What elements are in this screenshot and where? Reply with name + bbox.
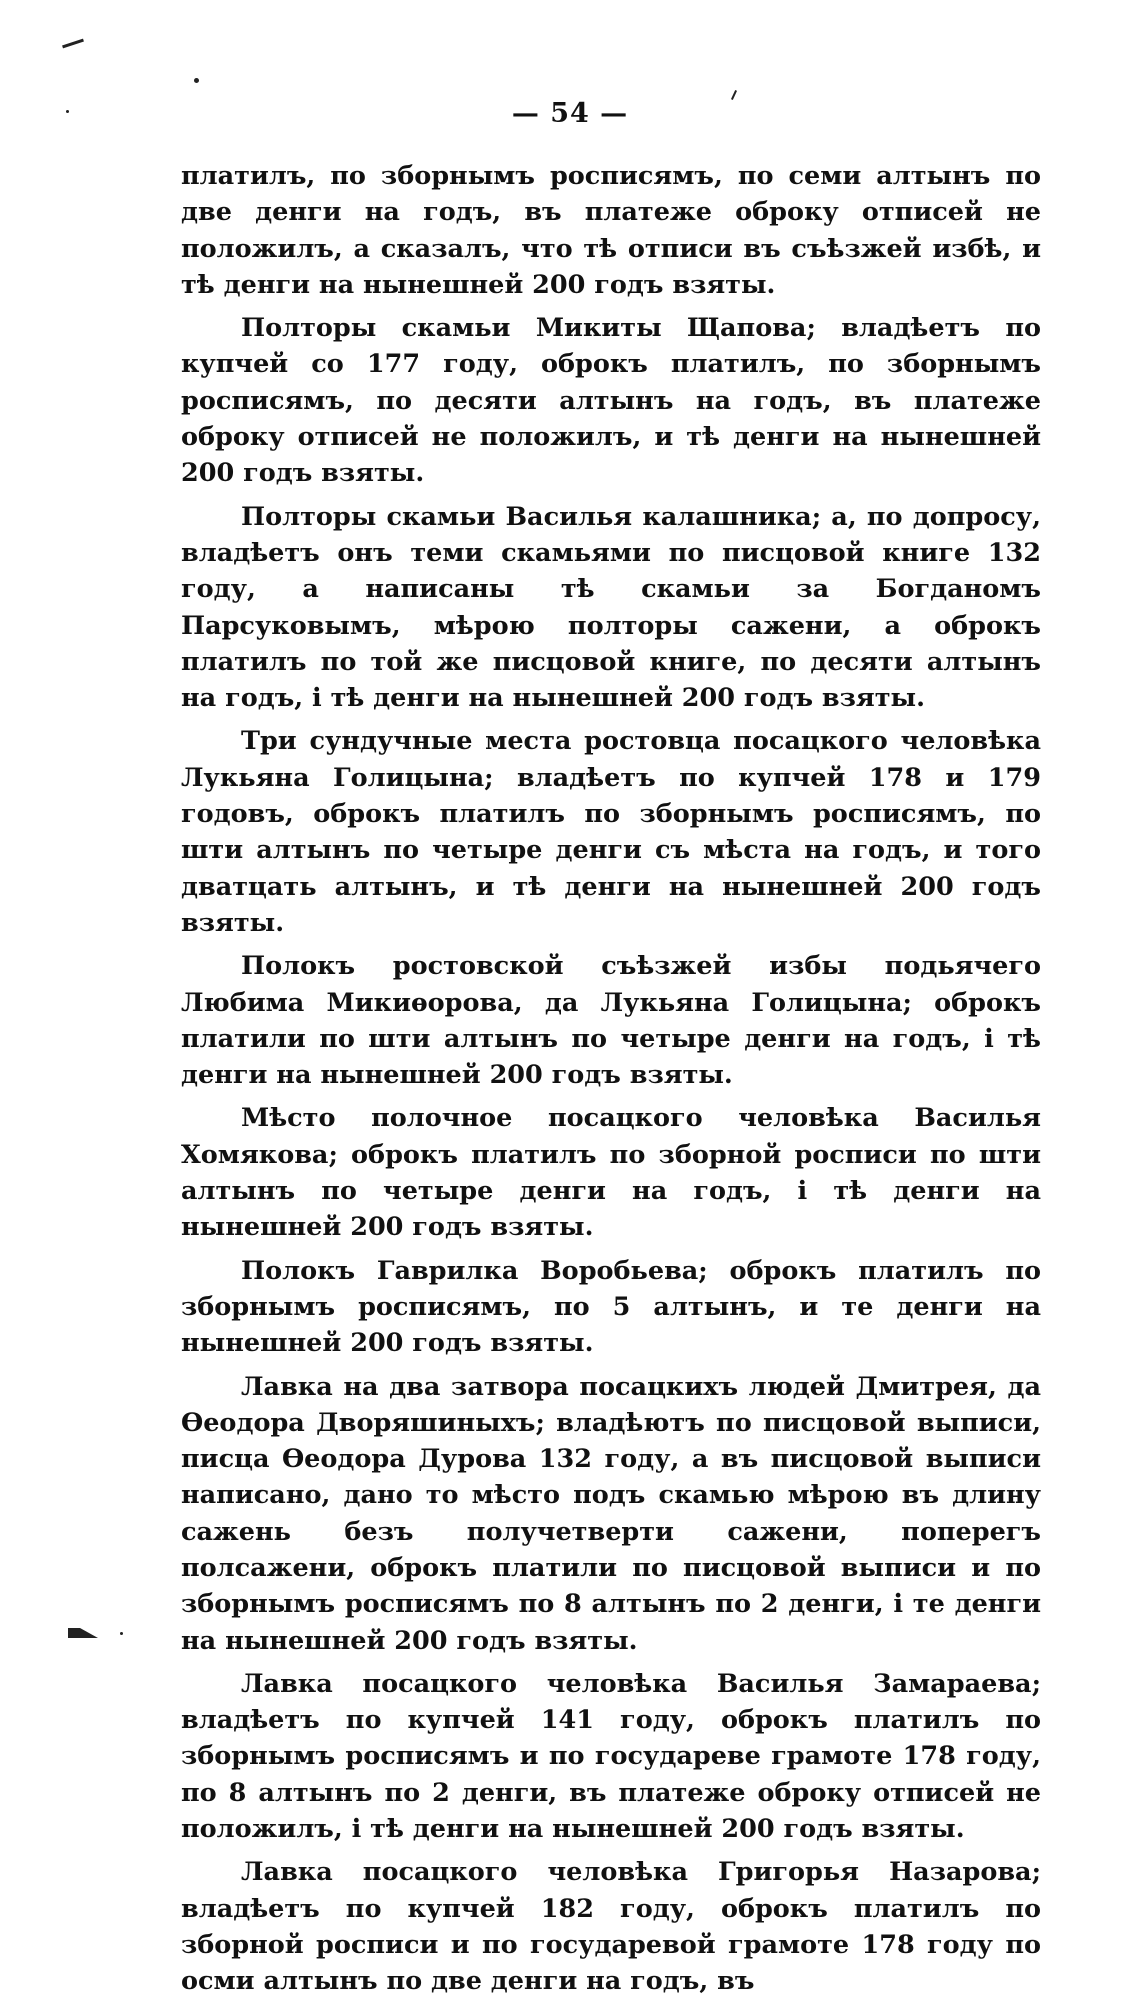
paragraph: Полокъ Гаврилка Воробьева; оброкъ платилъ по зборнымъ росписямъ, по 5 алтынъ, и те денги на нынешней 200 годъ взяты. xyxy=(181,1255,1041,1359)
ink-speck xyxy=(194,78,199,83)
paragraph: Лавка посацкого человѣка Григорья Назарова; владѣетъ по купчей 182 году, оброкъ платилъ по зборной росписи и по государевой грамоте 178 году по осми алтынъ по две денги на годъ, въ xyxy=(181,1857,1041,1997)
page-number: — 54 — xyxy=(511,98,629,129)
ink-speck xyxy=(62,39,84,49)
paragraph: платилъ, по зборнымъ росписямъ, по семи алтынъ по две денги на годъ, въ платеже оброку отписей не положилъ, а сказалъ, что тѣ отписи въ съѣзжей избѣ, и тѣ денги на нынешней 200 годъ взяты. xyxy=(181,161,1041,300)
paragraph: Лавка на два затвора посацкихъ людей Дмитрея, да Ѳеодора Дворяшиныхъ; владѣютъ по писцовой выписи, писца Ѳеодора Дурова 132 году, а въ писцовой выписи написано, дано то мѣсто подъ скамью мѣрою въ длину сажень безъ получетверти сажени, поперегъ полсажени, оброкъ платили по писцовой выписи и по зборнымъ росписямъ по 8 алтынъ по 2 денги, і те денги на нынешней 200 годъ взяты. xyxy=(181,1371,1041,1656)
paragraph: Три сундучные места ростовца посацкого человѣка Лукьяна Голицына; владѣетъ по купчей 178 и 179 годовъ, оброкъ платилъ по зборнымъ росписямъ, по шти алтынъ по четыре денги съ мѣста на годъ, и того дватцать алтынъ, и тѣ денги на нынешней 200 годъ взяты. xyxy=(181,726,1041,938)
ink-speck xyxy=(120,1632,123,1635)
paragraph: Лавка посацкого человѣка Василья Замараева; владѣетъ по купчей 141 году, оброкъ платилъ по зборнымъ росписямъ и по государеве грамоте 178 году, по 8 алтынъ по 2 денги, въ платеже оброку отписей не положилъ, і тѣ денги на нынешней 200 годъ взяты. xyxy=(181,1668,1041,1845)
paragraph: Мѣсто полочное посацкого человѣка Василья Хомякова; оброкъ платилъ по зборной росписи по шти алтынъ по четыре денги на годъ, і тѣ денги на нынешней 200 годъ взяты. xyxy=(181,1103,1041,1243)
paragraph: Полокъ ростовской съѣзжей избы подьячего Любима Микиѳорова, да Лукьяна Голицына; оброкъ платили по шти алтынъ по четыре денги на годъ, і тѣ денги на нынешней 200 годъ взяты. xyxy=(181,951,1041,1091)
paragraph: Полторы скамьи Микиты Щапова; владѣетъ по купчей со 177 году, оброкъ платилъ, по зборнымъ росписямъ, по десяти алтынъ на годъ, въ платеже оброку отписей не положилъ, и тѣ денги на нынешней 200 годъ взяты. xyxy=(181,313,1041,489)
body-text xyxy=(181,158,1041,2007)
ink-speck xyxy=(68,1628,98,1638)
paragraph: Полторы скамьи Василья калашника; а, по допросу, владѣетъ онъ теми скамьями по писцовой книге 132 году, а написаны тѣ скамьи за Богданомъ Парсуковымъ, мѣрою полторы сажени, а оброкъ платилъ по той же писцовой книге, по десяти алтынъ на годъ, і тѣ денги на нынешней 200 годъ взяты. xyxy=(181,501,1041,714)
